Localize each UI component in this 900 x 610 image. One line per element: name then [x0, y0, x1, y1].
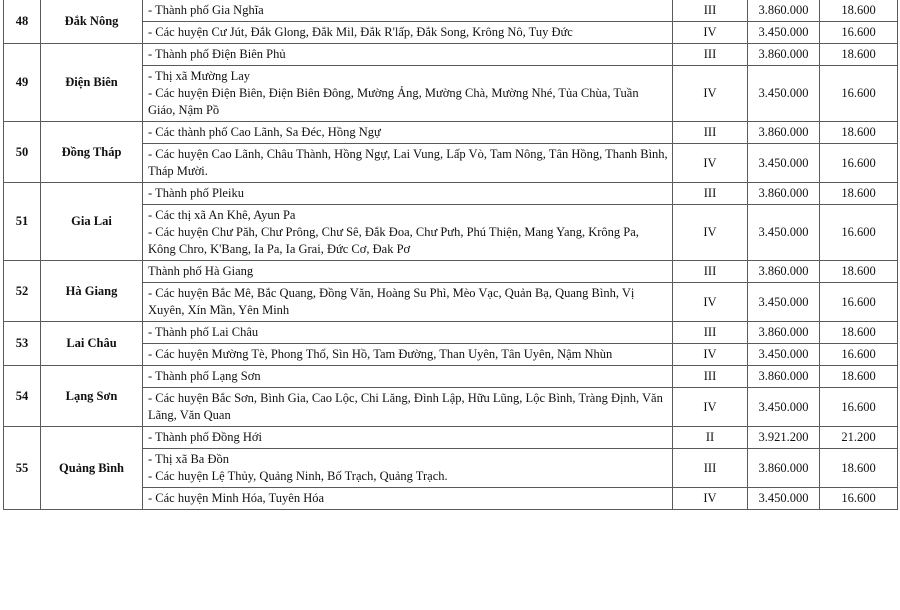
hourly-wage: 16.600 [820, 283, 898, 322]
table-row [4, 261, 898, 283]
area-description [143, 205, 673, 261]
row-number: 48 [4, 0, 41, 44]
hourly-wage: 18.600 [820, 261, 898, 283]
province-name: Điện Biên [41, 44, 143, 122]
row-number: 53 [4, 322, 41, 366]
hourly-wage: 18.600 [820, 366, 898, 388]
minimum-wage: 3.921.200 [748, 427, 820, 449]
wage-table-body [4, 0, 898, 510]
zone-level: III [673, 44, 748, 66]
area-line: - Thị xã Ba Đồn [148, 452, 230, 466]
province-name: Quảng Bình [41, 427, 143, 510]
area-line: - Các huyện Lệ Thủy, Quảng Ninh, Bố Trạch, Quảng Trạch. [148, 469, 448, 483]
area-line: - Các huyện Cao Lãnh, Châu Thành, Hồng Ngự, Lai Vung, Lấp Vò, Tam Nông, Tân Hồng, Thanh Bình, Tháp Mười. [148, 147, 668, 178]
area-line: - Thị xã Mường Lay [148, 69, 251, 83]
hourly-wage: 18.600 [820, 322, 898, 344]
minimum-wage: 3.450.000 [748, 488, 820, 510]
minimum-wage: 3.860.000 [748, 261, 820, 283]
area-line: - Thành phố Gia Nghĩa [148, 3, 264, 17]
minimum-wage: 3.860.000 [748, 183, 820, 205]
province-name: Hà Giang [41, 261, 143, 322]
area-description [143, 0, 673, 22]
province-name: Gia Lai [41, 183, 143, 261]
table-row [4, 183, 898, 205]
zone-level: III [673, 322, 748, 344]
row-number: 49 [4, 44, 41, 122]
minimum-wage: 3.860.000 [748, 366, 820, 388]
table-row [4, 322, 898, 344]
hourly-wage: 16.600 [820, 388, 898, 427]
area-line: - Các thành phố Cao Lãnh, Sa Đéc, Hồng Ngự [148, 125, 381, 139]
minimum-wage: 3.450.000 [748, 344, 820, 366]
area-description [143, 388, 673, 427]
area-line: - Thành phố Pleiku [148, 186, 244, 200]
hourly-wage: 16.600 [820, 344, 898, 366]
zone-level: IV [673, 344, 748, 366]
zone-level: III [673, 261, 748, 283]
area-line: - Các thị xã An Khê, Ayun Pa [148, 208, 296, 222]
area-description [143, 66, 673, 122]
minimum-wage: 3.860.000 [748, 449, 820, 488]
area-line: - Thành phố Điện Biên Phủ [148, 47, 286, 61]
minimum-wage: 3.450.000 [748, 22, 820, 44]
row-number: 55 [4, 427, 41, 510]
zone-level: IV [673, 388, 748, 427]
zone-level: III [673, 449, 748, 488]
row-number: 54 [4, 366, 41, 427]
hourly-wage: 21.200 [820, 427, 898, 449]
hourly-wage: 18.600 [820, 449, 898, 488]
area-line: - Thành phố Lạng Sơn [148, 369, 261, 383]
hourly-wage: 16.600 [820, 488, 898, 510]
area-description [143, 427, 673, 449]
zone-level: IV [673, 22, 748, 44]
area-line: - Các huyện Điện Biên, Điện Biên Đông, Mường Ảng, Mường Chà, Mường Nhé, Tủa Chùa, Tuần Giáo, Nậm Pồ [148, 86, 639, 117]
zone-level: IV [673, 144, 748, 183]
minimum-wage: 3.450.000 [748, 388, 820, 427]
province-name: Đắk Nông [41, 0, 143, 44]
table-row [4, 44, 898, 66]
province-name: Lạng Sơn [41, 366, 143, 427]
area-description [143, 488, 673, 510]
minimum-wage: 3.450.000 [748, 144, 820, 183]
area-line: - Các huyện Bắc Mê, Bắc Quang, Đồng Văn, Hoàng Su Phì, Mèo Vạc, Quản Bạ, Quang Bình, Vị Xuyên, Xín Mần, Yên Minh [148, 286, 635, 317]
hourly-wage: 16.600 [820, 22, 898, 44]
wage-table [3, 0, 898, 510]
area-line: - Các huyện Mường Tè, Phong Thổ, Sìn Hồ, Tam Đường, Than Uyên, Tân Uyên, Nậm Nhùn [148, 347, 613, 361]
area-line: Thành phố Hà Giang [148, 264, 254, 278]
hourly-wage: 18.600 [820, 44, 898, 66]
hourly-wage: 16.600 [820, 66, 898, 122]
row-number: 52 [4, 261, 41, 322]
zone-level: III [673, 122, 748, 144]
area-description [143, 144, 673, 183]
area-description [143, 283, 673, 322]
area-line: - Thành phố Đồng Hới [148, 430, 263, 444]
hourly-wage: 16.600 [820, 205, 898, 261]
minimum-wage: 3.450.000 [748, 283, 820, 322]
zone-level: IV [673, 488, 748, 510]
province-name: Đồng Tháp [41, 122, 143, 183]
minimum-wage: 3.860.000 [748, 0, 820, 22]
zone-level: III [673, 183, 748, 205]
area-description [143, 449, 673, 488]
area-description [143, 366, 673, 388]
area-description [143, 261, 673, 283]
zone-level: III [673, 366, 748, 388]
area-line: - Thành phố Lai Châu [148, 325, 259, 339]
zone-level: IV [673, 283, 748, 322]
zone-level: IV [673, 66, 748, 122]
area-line: - Các huyện Chư Păh, Chư Prông, Chư Sê, Đắk Đoa, Chư Pưh, Phú Thiện, Mang Yang, Krông Pa, Kông Chro, K'Bang, Ia Pa, Ia Grai, Đức Cơ, Đak Pơ [148, 225, 639, 256]
hourly-wage: 18.600 [820, 0, 898, 22]
area-description [143, 22, 673, 44]
minimum-wage: 3.860.000 [748, 44, 820, 66]
area-line: - Các huyện Bắc Sơn, Bình Gia, Cao Lộc, Chi Lăng, Đình Lập, Hữu Lũng, Lộc Bình, Tràng Định, Văn Lãng, Văn Quan [148, 391, 663, 422]
area-description [143, 183, 673, 205]
minimum-wage: 3.450.000 [748, 66, 820, 122]
province-name: Lai Châu [41, 322, 143, 366]
table-row [4, 122, 898, 144]
zone-level: III [673, 0, 748, 22]
table-row [4, 0, 898, 22]
hourly-wage: 18.600 [820, 122, 898, 144]
minimum-wage: 3.860.000 [748, 322, 820, 344]
area-description [143, 344, 673, 366]
minimum-wage: 3.450.000 [748, 205, 820, 261]
area-description [143, 122, 673, 144]
area-line: - Các huyện Cư Jút, Đắk Glong, Đắk Mil, Đắk R'lấp, Đắk Song, Krông Nô, Tuy Đức [148, 25, 573, 39]
table-row [4, 427, 898, 449]
zone-level: II [673, 427, 748, 449]
hourly-wage: 16.600 [820, 144, 898, 183]
row-number: 50 [4, 122, 41, 183]
area-description [143, 322, 673, 344]
row-number: 51 [4, 183, 41, 261]
table-row [4, 366, 898, 388]
zone-level: IV [673, 205, 748, 261]
area-description [143, 44, 673, 66]
area-line: - Các huyện Minh Hóa, Tuyên Hóa [148, 491, 325, 505]
minimum-wage: 3.860.000 [748, 122, 820, 144]
hourly-wage: 18.600 [820, 183, 898, 205]
